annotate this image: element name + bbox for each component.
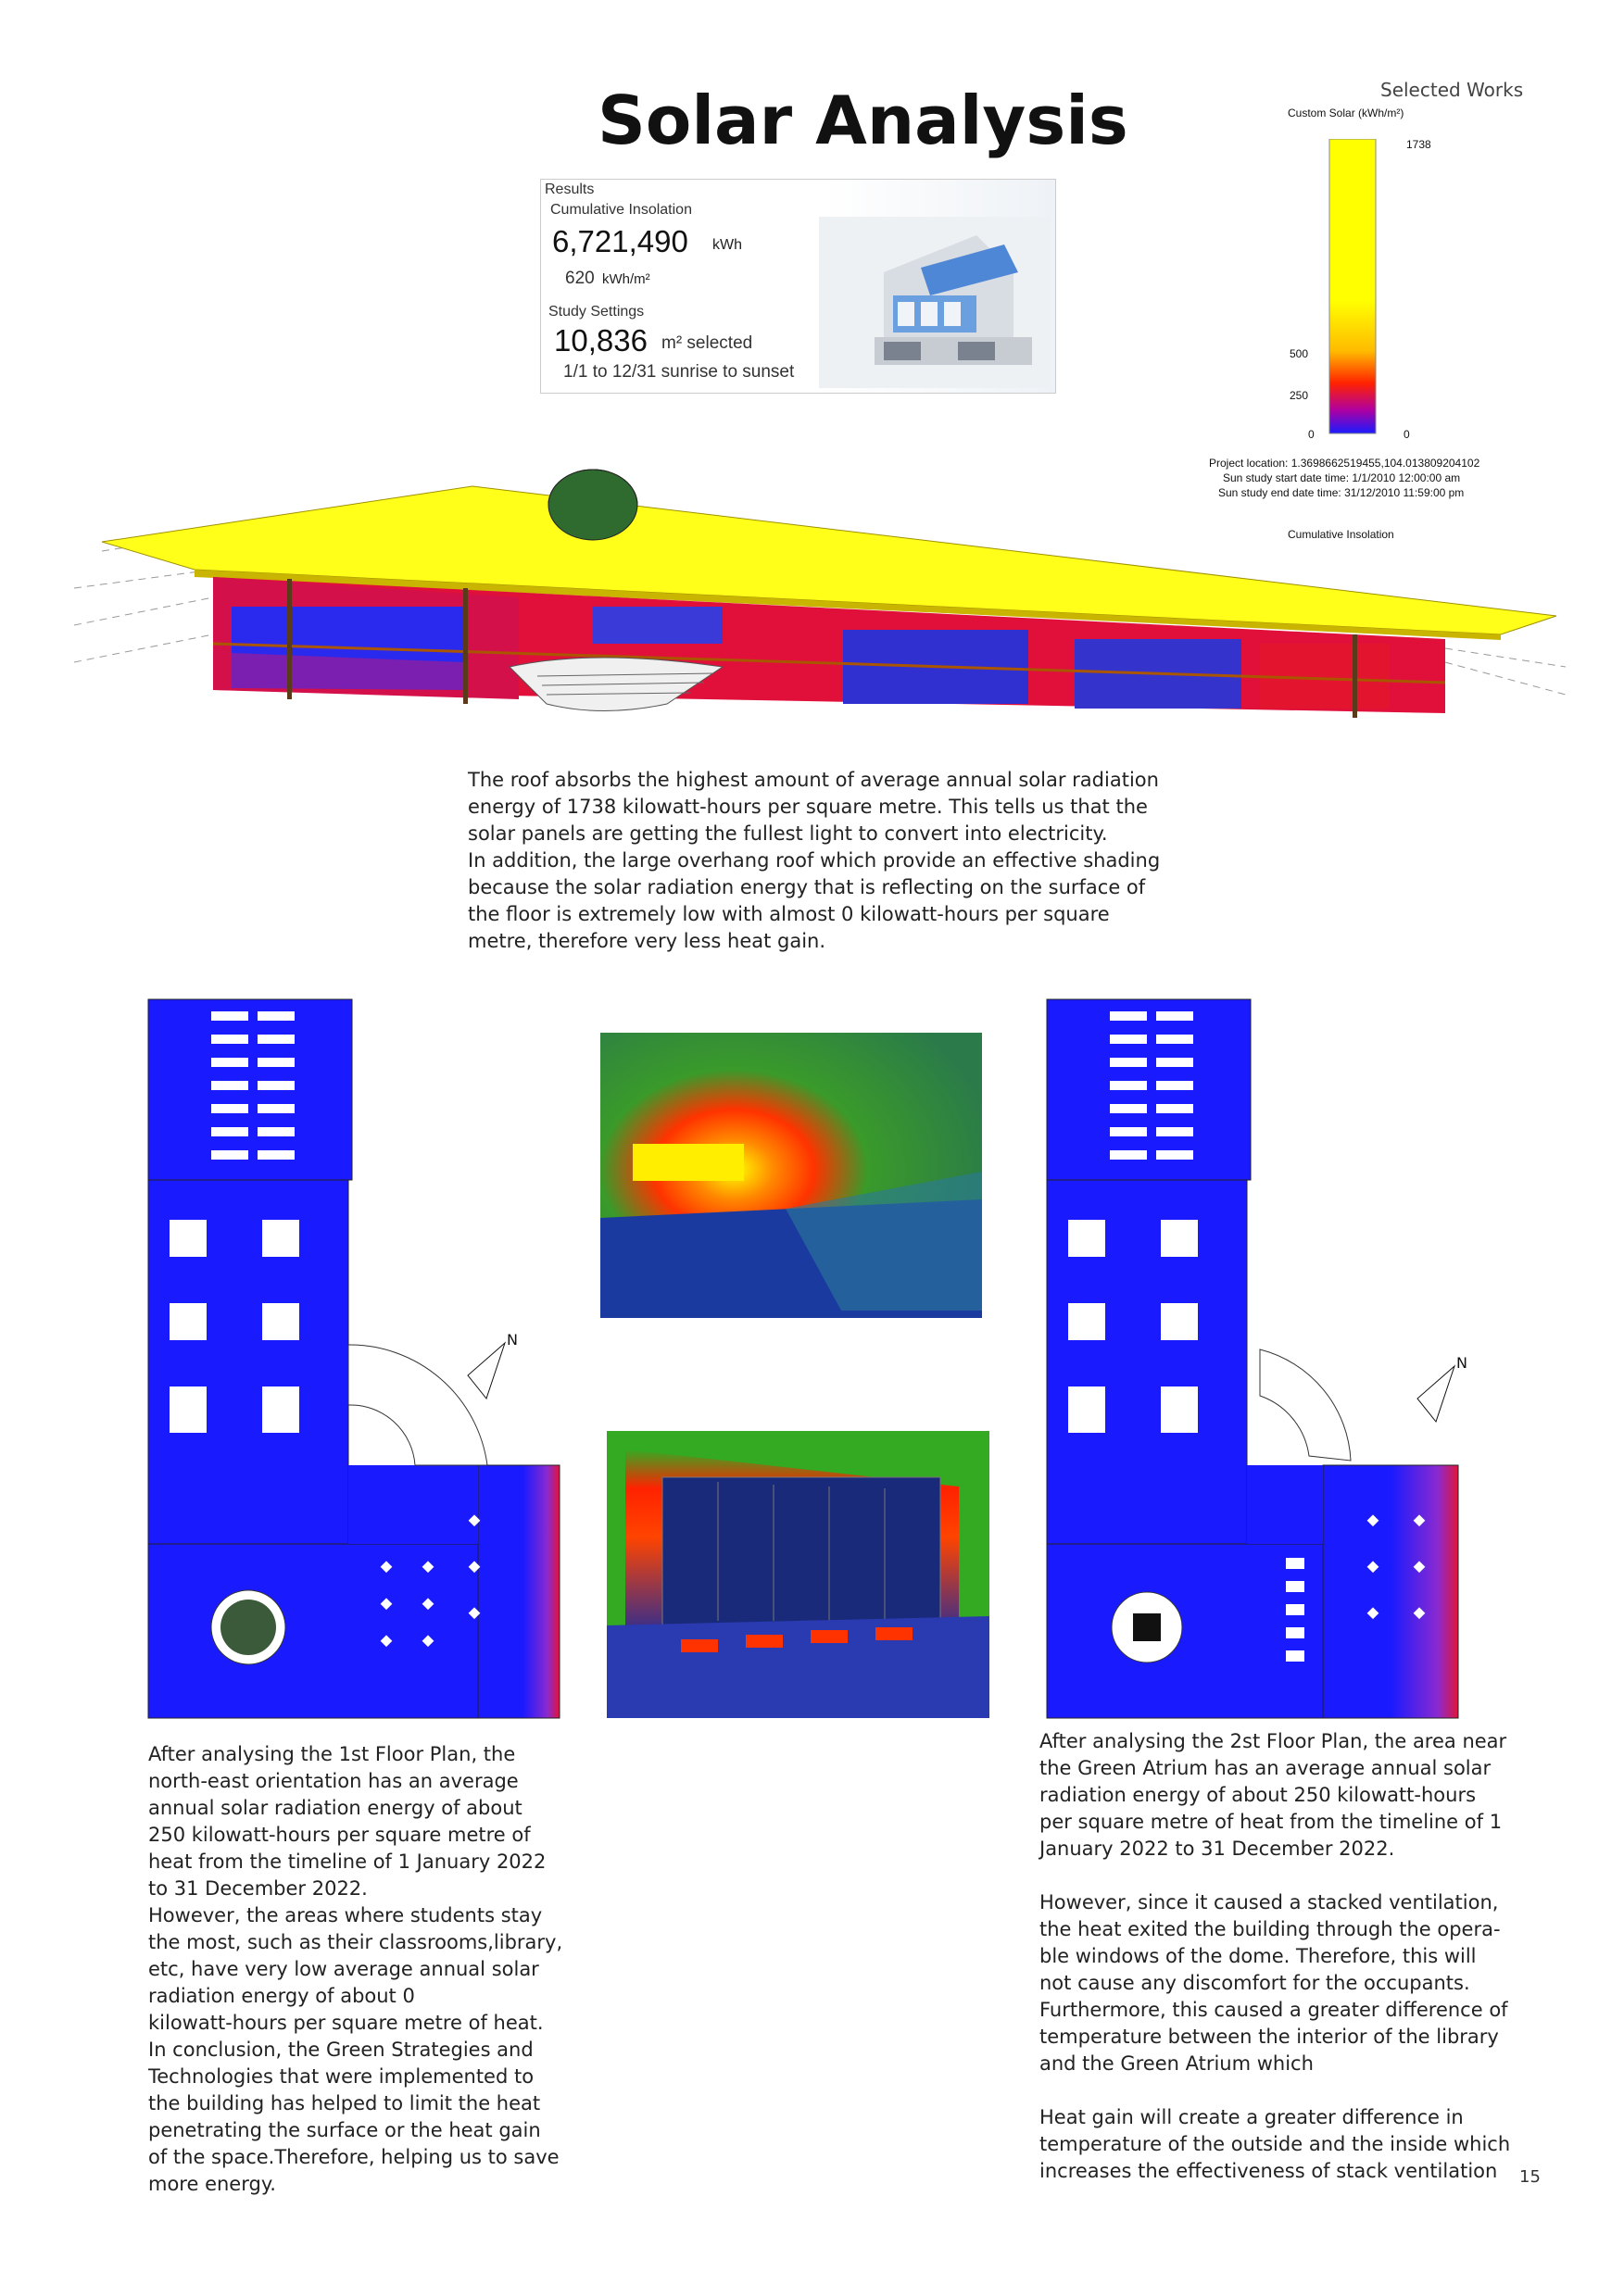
cumulative-unit: kWh bbox=[712, 237, 742, 253]
second-floor-paragraph: After analysing the 2st Floor Plan, the area near the Green Atrium has an average annual solar radiation energy of about 250 kilowatt-hours per square metre of heat from the timeline of 1 January 2022 to 31 December 2022. However, since it caused a stacked ventilation, the heat exited the building through the opera- ble windows of the dome. Therefore, this will not cause any discomfort for the occupants. Furthermore, this caused a greater difference of temperature between the interior of the library and the Green Atrium which Heat gain will create a greater difference in temperature of the outside and the inside which increases the effectiveness of stack ventilation bbox=[1039, 1730, 1511, 2182]
legend-tick-0-right: 0 bbox=[1404, 428, 1410, 441]
legend-tick-0-left: 0 bbox=[1308, 428, 1315, 441]
area-value: 10,836 bbox=[554, 323, 648, 358]
results-heading: Results bbox=[545, 182, 595, 197]
north-label-2: N bbox=[1456, 1357, 1467, 1372]
daylight-render-classroom bbox=[607, 1431, 989, 1718]
section-tag: Selected Works bbox=[1380, 79, 1524, 101]
cumulative-label: Cumulative Insolation bbox=[550, 202, 692, 218]
legend-tick-500: 500 bbox=[1290, 347, 1309, 360]
intro-paragraph: The roof absorbs the highest amount of average annual solar radiation energy of 1738 kilowatt-hours per square metre. This tells us that the solar panels are getting the fullest light to convert into electricity. In addition, the large overhang roof which provide an effective shading because the solar radiation energy that is reflecting on the surface of the floor is extremely low with almost 0 kilowatt-hours per square metre, therefore very less heat gain. bbox=[468, 769, 1161, 952]
results-panel bbox=[540, 179, 1056, 394]
building-thumbnail bbox=[819, 217, 1051, 388]
study-start: Sun study start date time: 1/1/2010 12:00:00 am bbox=[1223, 471, 1461, 484]
project-location: Project location: 1.3698662519455,104.013809204102 bbox=[1209, 457, 1480, 470]
per-area-unit: kWh/m² bbox=[602, 271, 650, 287]
legend-tick-1738: 1738 bbox=[1406, 138, 1431, 151]
period: 1/1 to 12/31 sunrise to sunset bbox=[563, 362, 795, 382]
cumulative-value: 6,721,490 bbox=[552, 224, 688, 258]
north-arrow-icon-2 bbox=[1399, 1357, 1473, 1431]
page-number: 15 bbox=[1519, 2167, 1541, 2187]
legend-tick-250: 250 bbox=[1290, 389, 1309, 402]
daylight-render-dining bbox=[600, 1033, 982, 1318]
first-floor-paragraph: After analysing the 1st Floor Plan, the north-east orientation has an average annual solar radiation energy of about 250 kilowatt-hours per square metre of heat from the timeline of 1 January 2022 to 31 December 2022. However, the areas where students stay the most, such as their classrooms,library, etc, have very low average annual solar radiation energy of about 0 kilowatt-hours per square metre of heat. In conclusion, the Green Strategies and Technologies that were implemented to the building has helped to limit the heat penetrating the surface or the heat gain of the space.Therefore, helping us to save more energy. bbox=[148, 1743, 563, 2195]
legend-color-bar bbox=[1325, 139, 1390, 440]
north-label: N bbox=[507, 1334, 518, 1349]
legend-caption: Cumulative Insolation bbox=[1288, 528, 1394, 541]
page-title: Solar Analysis bbox=[598, 82, 1128, 159]
per-area-value: 620 bbox=[565, 269, 595, 288]
area-unit: m² selected bbox=[661, 333, 753, 353]
legend-title: Custom Solar (kWh/m²) bbox=[1288, 107, 1404, 119]
building-section-heatmap bbox=[74, 468, 1575, 746]
study-end: Sun study end date time: 31/12/2010 11:59:00 pm bbox=[1218, 486, 1465, 499]
settings-label: Study Settings bbox=[548, 304, 645, 320]
north-arrow-icon bbox=[449, 1334, 523, 1408]
second-floor-plan bbox=[1045, 997, 1460, 1720]
